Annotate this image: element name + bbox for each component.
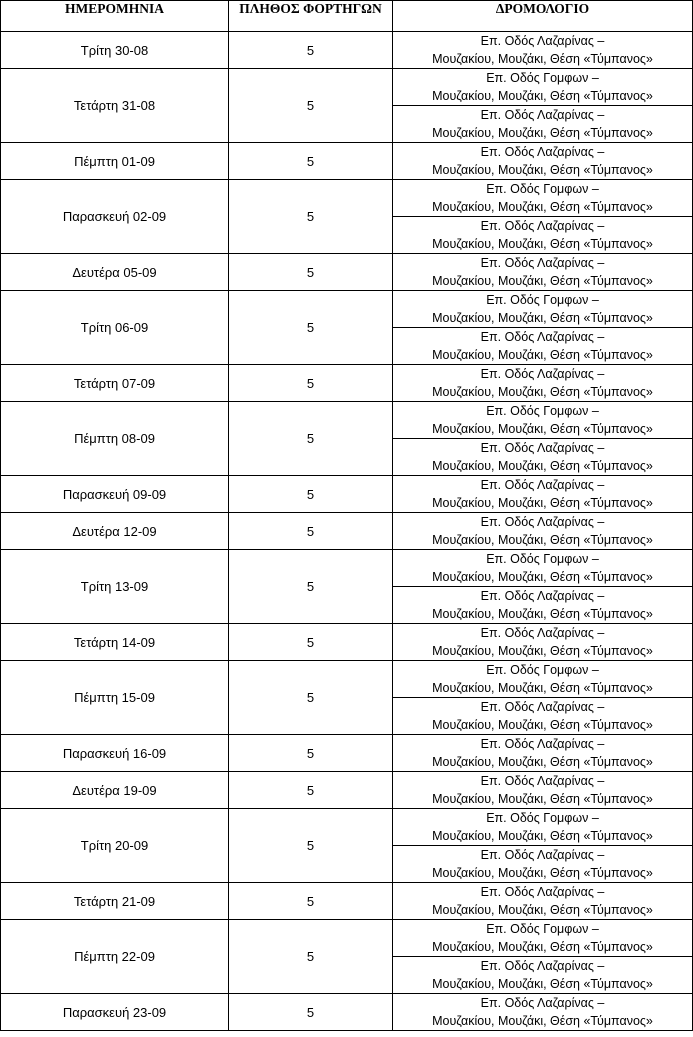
route-line-2: Μουζακίου, Μουζάκι, Θέση «Τύμπανος»: [432, 792, 653, 806]
header-loads: ΠΛΗΘΟΣ ΦΟΡΤΗΓΩΝ: [229, 1, 393, 32]
loads-cell: 5: [229, 772, 393, 809]
route-line-1: Επ. Οδός Λαζαρίνας –: [480, 34, 605, 48]
loads-cell: 5: [229, 291, 393, 365]
route-line-1: Επ. Οδός Λαζαρίνας –: [480, 626, 605, 640]
route-line-2: Μουζακίου, Μουζάκι, Θέση «Τύμπανος»: [432, 718, 653, 732]
route-cell: [393, 439, 693, 476]
date-cell: Τετάρτη 21-09: [1, 883, 229, 920]
route-line-2: Μουζακίου, Μουζάκι, Θέση «Τύμπανος»: [432, 755, 653, 769]
loads-cell: 5: [229, 513, 393, 550]
route-line-2: Μουζακίου, Μουζάκι, Θέση «Τύμπανος»: [432, 237, 653, 251]
loads-cell: 5: [229, 550, 393, 624]
route-cell: [393, 920, 693, 957]
route-cell: [393, 624, 693, 661]
route-cell: [393, 254, 693, 291]
route-line-1: Επ. Οδός Γομφων –: [486, 293, 599, 307]
route-line-2: Μουζακίου, Μουζάκι, Θέση «Τύμπανος»: [432, 163, 653, 177]
route-line-2: Μουζακίου, Μουζάκι, Θέση «Τύμπανος»: [432, 200, 653, 214]
route-line-1: Επ. Οδός Λαζαρίνας –: [480, 108, 605, 122]
header-route: ΔΡΟΜΟΛΟΓΙΟ: [393, 1, 693, 32]
header-date: ΗΜΕΡΟΜΗΝΙΑ: [1, 1, 229, 32]
route-line-2: Μουζακίου, Μουζάκι, Θέση «Τύμπανος»: [432, 459, 653, 473]
route-line-1: Επ. Οδός Λαζαρίνας –: [480, 848, 605, 862]
route-line-1: Επ. Οδός Λαζαρίνας –: [480, 515, 605, 529]
route-cell: [393, 402, 693, 439]
route-line-2: Μουζακίου, Μουζάκι, Θέση «Τύμπανος»: [432, 940, 653, 954]
route-cell: [393, 587, 693, 624]
table-row: [1, 32, 693, 69]
date-cell: Παρασκευή 16-09: [1, 735, 229, 772]
route-line-2: Μουζακίου, Μουζάκι, Θέση «Τύμπανος»: [432, 348, 653, 362]
route-line-2: Μουζακίου, Μουζάκι, Θέση «Τύμπανος»: [432, 496, 653, 510]
loads-cell: 5: [229, 624, 393, 661]
date-cell: Δευτέρα 12-09: [1, 513, 229, 550]
route-line-1: Επ. Οδός Λαζαρίνας –: [480, 774, 605, 788]
route-cell: [393, 550, 693, 587]
loads-cell: 5: [229, 994, 393, 1031]
route-line-1: Επ. Οδός Γομφων –: [486, 404, 599, 418]
route-line-1: Επ. Οδός Λαζαρίνας –: [480, 330, 605, 344]
date-cell: Τετάρτη 14-09: [1, 624, 229, 661]
route-line-1: Επ. Οδός Γομφων –: [486, 811, 599, 825]
date-cell: Δευτέρα 05-09: [1, 254, 229, 291]
route-line-2: Μουζακίου, Μουζάκι, Θέση «Τύμπανος»: [432, 570, 653, 584]
route-cell: [393, 957, 693, 994]
loads-cell: 5: [229, 883, 393, 920]
date-cell: Τρίτη 20-09: [1, 809, 229, 883]
table-row: [1, 180, 693, 217]
route-cell: [393, 143, 693, 180]
table-row: [1, 735, 693, 772]
table-row: [1, 254, 693, 291]
loads-cell: 5: [229, 254, 393, 291]
route-line-2: Μουζακίου, Μουζάκι, Θέση «Τύμπανος»: [432, 126, 653, 140]
route-line-2: Μουζακίου, Μουζάκι, Θέση «Τύμπανος»: [432, 311, 653, 325]
route-line-1: Επ. Οδός Λαζαρίνας –: [480, 737, 605, 751]
route-line-2: Μουζακίου, Μουζάκι, Θέση «Τύμπανος»: [432, 422, 653, 436]
route-line-1: Επ. Οδός Γομφων –: [486, 552, 599, 566]
route-cell: [393, 698, 693, 735]
loads-cell: 5: [229, 32, 393, 69]
route-cell: [393, 180, 693, 217]
route-cell: [393, 994, 693, 1031]
header-row: [1, 1, 693, 32]
route-cell: [393, 809, 693, 846]
date-cell: Πέμπτη 15-09: [1, 661, 229, 735]
table-row: [1, 550, 693, 587]
route-line-1: Επ. Οδός Λαζαρίνας –: [480, 996, 605, 1010]
route-line-1: Επ. Οδός Λαζαρίνας –: [480, 478, 605, 492]
route-cell: [393, 476, 693, 513]
route-line-1: Επ. Οδός Λαζαρίνας –: [480, 256, 605, 270]
table-row: [1, 513, 693, 550]
table-row: [1, 476, 693, 513]
route-cell: [393, 69, 693, 106]
date-cell: Τετάρτη 31-08: [1, 69, 229, 143]
table-row: [1, 994, 693, 1031]
route-line-2: Μουζακίου, Μουζάκι, Θέση «Τύμπανος»: [432, 829, 653, 843]
loads-cell: 5: [229, 809, 393, 883]
loads-cell: 5: [229, 365, 393, 402]
route-line-1: Επ. Οδός Λαζαρίνας –: [480, 885, 605, 899]
date-cell: Δευτέρα 19-09: [1, 772, 229, 809]
loads-cell: 5: [229, 180, 393, 254]
loads-cell: 5: [229, 661, 393, 735]
loads-cell: 5: [229, 735, 393, 772]
route-line-2: Μουζακίου, Μουζάκι, Θέση «Τύμπανος»: [432, 607, 653, 621]
date-cell: Παρασκευή 23-09: [1, 994, 229, 1031]
table-row: [1, 661, 693, 698]
route-line-1: Επ. Οδός Γομφων –: [486, 71, 599, 85]
route-cell: [393, 846, 693, 883]
table-row: [1, 624, 693, 661]
route-cell: [393, 735, 693, 772]
route-line-1: Επ. Οδός Γομφων –: [486, 663, 599, 677]
route-cell: [393, 365, 693, 402]
route-line-1: Επ. Οδός Λαζαρίνας –: [480, 589, 605, 603]
route-line-2: Μουζακίου, Μουζάκι, Θέση «Τύμπανος»: [432, 644, 653, 658]
table-row: [1, 809, 693, 846]
route-cell: [393, 32, 693, 69]
route-cell: [393, 291, 693, 328]
route-line-2: Μουζακίου, Μουζάκι, Θέση «Τύμπανος»: [432, 533, 653, 547]
date-cell: Τρίτη 06-09: [1, 291, 229, 365]
route-line-1: Επ. Οδός Γομφων –: [486, 922, 599, 936]
route-cell: [393, 772, 693, 809]
route-line-2: Μουζακίου, Μουζάκι, Θέση «Τύμπανος»: [432, 385, 653, 399]
route-line-2: Μουζακίου, Μουζάκι, Θέση «Τύμπανος»: [432, 89, 653, 103]
route-cell: [393, 328, 693, 365]
route-line-1: Επ. Οδός Λαζαρίνας –: [480, 219, 605, 233]
route-line-1: Επ. Οδός Λαζαρίνας –: [480, 700, 605, 714]
date-cell: Πέμπτη 22-09: [1, 920, 229, 994]
route-cell: [393, 217, 693, 254]
route-cell: [393, 661, 693, 698]
table-row: [1, 883, 693, 920]
table-row: [1, 772, 693, 809]
route-line-1: Επ. Οδός Γομφων –: [486, 182, 599, 196]
route-line-2: Μουζακίου, Μουζάκι, Θέση «Τύμπανος»: [432, 866, 653, 880]
table-row: [1, 365, 693, 402]
route-line-1: Επ. Οδός Λαζαρίνας –: [480, 367, 605, 381]
loads-cell: 5: [229, 476, 393, 513]
loads-cell: 5: [229, 402, 393, 476]
route-line-2: Μουζακίου, Μουζάκι, Θέση «Τύμπανος»: [432, 52, 653, 66]
loads-cell: 5: [229, 143, 393, 180]
date-cell: Πέμπτη 01-09: [1, 143, 229, 180]
table-row: [1, 69, 693, 106]
route-line-2: Μουζακίου, Μουζάκι, Θέση «Τύμπανος»: [432, 1014, 653, 1028]
date-cell: Παρασκευή 02-09: [1, 180, 229, 254]
table-body: [1, 32, 693, 1031]
loads-cell: 5: [229, 69, 393, 143]
route-cell: [393, 106, 693, 143]
route-line-1: Επ. Οδός Λαζαρίνας –: [480, 145, 605, 159]
route-cell: [393, 883, 693, 920]
route-line-2: Μουζακίου, Μουζάκι, Θέση «Τύμπανος»: [432, 903, 653, 917]
route-line-1: Επ. Οδός Λαζαρίνας –: [480, 959, 605, 973]
loads-cell: 5: [229, 920, 393, 994]
route-cell: [393, 513, 693, 550]
table-row: [1, 920, 693, 957]
route-line-2: Μουζακίου, Μουζάκι, Θέση «Τύμπανος»: [432, 274, 653, 288]
table-row: [1, 143, 693, 180]
route-line-2: Μουζακίου, Μουζάκι, Θέση «Τύμπανος»: [432, 977, 653, 991]
date-cell: Τρίτη 30-08: [1, 32, 229, 69]
date-cell: Τρίτη 13-09: [1, 550, 229, 624]
date-cell: Πέμπτη 08-09: [1, 402, 229, 476]
route-line-1: Επ. Οδός Λαζαρίνας –: [480, 441, 605, 455]
table-row: [1, 291, 693, 328]
table-row: [1, 402, 693, 439]
date-cell: Παρασκευή 09-09: [1, 476, 229, 513]
route-line-2: Μουζακίου, Μουζάκι, Θέση «Τύμπανος»: [432, 681, 653, 695]
date-cell: Τετάρτη 07-09: [1, 365, 229, 402]
